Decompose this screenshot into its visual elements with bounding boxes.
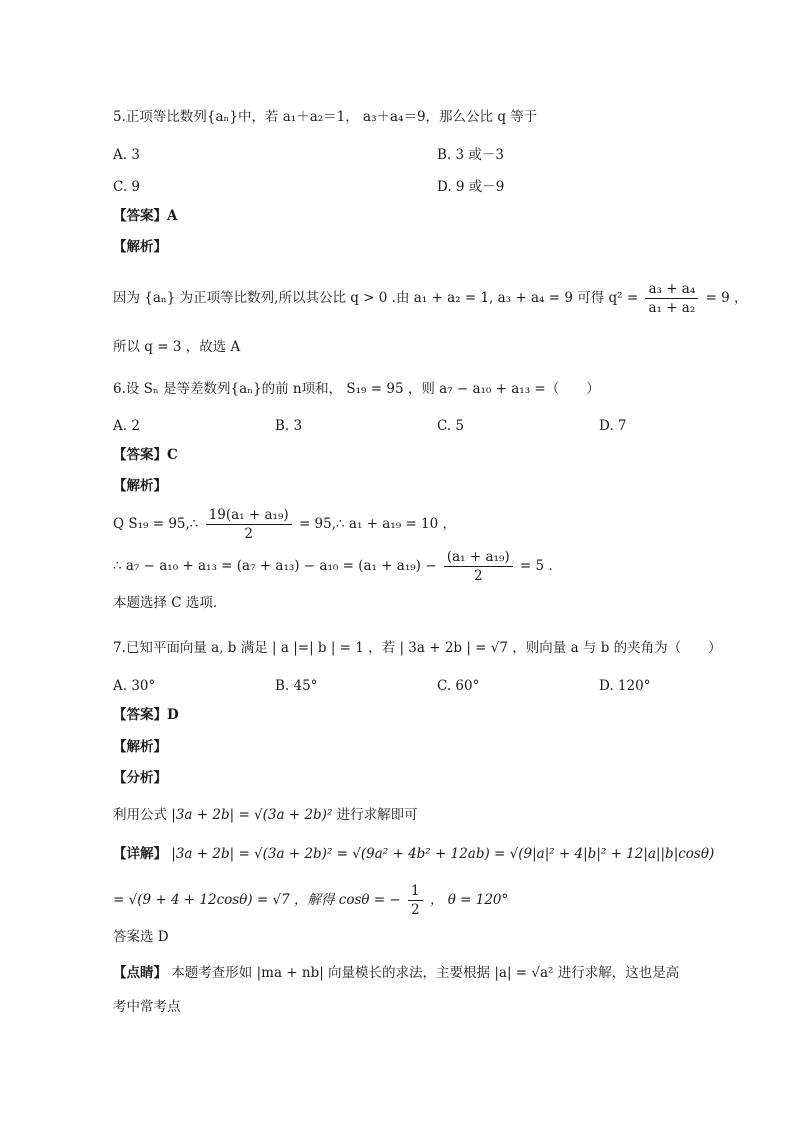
q7-analysis-label: 【解析】	[113, 739, 167, 755]
q6-answer: 【答案】C	[113, 447, 178, 463]
q6-line1-result: = 95,∴ a₁ + a₁₉ = 10 ，	[298, 516, 456, 532]
q7-line2-fraction	[408, 882, 423, 919]
q6-stem: 6.设 Sₙ 是等差数列{aₙ}的前 n项和， S₁₉ = 95 ，则 a₇ − a₁₀ + a₁₃ =（ ）	[113, 381, 600, 397]
q7-xiangjie-line2	[113, 882, 508, 919]
q7-xiangjie-line	[113, 845, 714, 863]
q6-line2-result: = 5 .	[519, 558, 553, 574]
q5-option-c: C. 9	[113, 179, 141, 195]
q6-option-d: D. 7	[599, 418, 627, 434]
fraction-numerator: 1	[408, 882, 423, 901]
q7-fenxi-formula: |3a + 2b| = √(3a + 2b)²	[171, 807, 333, 823]
fraction-denominator: 2	[411, 902, 420, 918]
q5-answer: 【答案】A	[113, 208, 178, 224]
q6-option-a: A. 2	[113, 418, 140, 434]
q7-option-c: C. 60°	[437, 678, 480, 694]
q5-analysis-text: 因为 {aₙ} 为正项等比数列,所以其公比 q > 0 .由 a₁ + a₂ = 1, a₃ + a₄ = 9 可得 q² =	[113, 290, 639, 306]
q5-analysis-line1	[113, 280, 748, 317]
q7-answer: 【答案】D	[113, 707, 179, 723]
q6-conclusion: 本题选择 C 选项.	[113, 595, 218, 611]
q7-dianjing-line2: 考中常考点	[113, 999, 181, 1015]
q7-xiangjie-label: 【详解】	[113, 846, 167, 862]
q7-dianjing-text: 本题考查形如 |ma + nb| 向量模长的求法，主要根据 |a| = √a² 进行求解，这也是高	[171, 965, 680, 981]
q6-option-c: C. 5	[437, 418, 465, 434]
fraction-denominator: a₁ + a₂	[648, 300, 696, 316]
q6-line1-text: Q S₁₉ = 95,∴	[113, 516, 199, 532]
q5-analysis-fraction	[645, 280, 698, 317]
q7-fenxi-label: 【分析】	[113, 770, 167, 786]
fraction-denominator: 2	[473, 568, 483, 584]
q6-analysis-label: 【解析】	[113, 478, 167, 494]
fraction-numerator: a₃ + a₄	[645, 280, 698, 299]
q7-line2-result: ， θ = 120°	[429, 892, 509, 908]
q7-line2-text: = √(9 + 4 + 12cosθ) = √7 ，解得 cosθ = −	[113, 892, 401, 908]
q6-analysis-line2	[113, 548, 553, 585]
q7-dianjing-label: 【点睛】	[113, 965, 167, 981]
q7-option-d: D. 120°	[599, 678, 651, 694]
q5-analysis-line2: 所以 q = 3 ，故选 A	[113, 339, 241, 355]
q6-line1-fraction	[206, 506, 292, 543]
q5-analysis-label: 【解析】	[113, 239, 167, 255]
fraction-numerator: 19(a₁ + a₁₉)	[206, 506, 292, 525]
q7-fenxi-tail: 进行求解即可	[336, 807, 418, 823]
q5-analysis-result: = 9 ，	[705, 290, 748, 306]
q7-fenxi-text: 利用公式	[113, 807, 167, 823]
q5-option-b: B. 3 或－3	[437, 147, 504, 163]
q5-option-a: A. 3	[113, 147, 140, 163]
q7-option-a: A. 30°	[113, 678, 156, 694]
q6-line2-fraction	[444, 548, 513, 585]
q7-option-b: B. 45°	[275, 678, 318, 694]
q6-line2-text: ∴ a₇ − a₁₀ + a₁₃ = (a₇ + a₁₃) − a₁₀ = (a₁ + a₁₉) −	[113, 558, 437, 574]
q7-fenxi-line	[113, 806, 418, 824]
q6-analysis-line1	[113, 506, 456, 543]
q7-xiangjie-formula: |3a + 2b| = √(3a + 2b)² = √(9a² + 4b² + 12ab) = √(9|a|² + 4|b|² + 12|a||b|cosθ)	[171, 846, 715, 862]
q7-conclusion: 答案选 D	[113, 929, 169, 945]
q5-stem: 5.正项等比数列{aₙ}中，若 a₁＋a₂＝1， a₃＋a₄＝9，那么公比 q 等于	[113, 109, 538, 125]
q7-stem: 7.已知平面向量 a, b 满足 | a |=| b | = 1 ，若 | 3a + 2b | = √7 ，则向量 a 与 b 的夹角为（ ）	[113, 640, 722, 656]
fraction-numerator: (a₁ + a₁₉)	[444, 548, 513, 567]
q5-option-d: D. 9 或－9	[437, 179, 505, 195]
q6-option-b: B. 3	[275, 418, 303, 434]
fraction-denominator: 2	[244, 526, 253, 542]
q7-dianjing-line1	[113, 964, 679, 982]
